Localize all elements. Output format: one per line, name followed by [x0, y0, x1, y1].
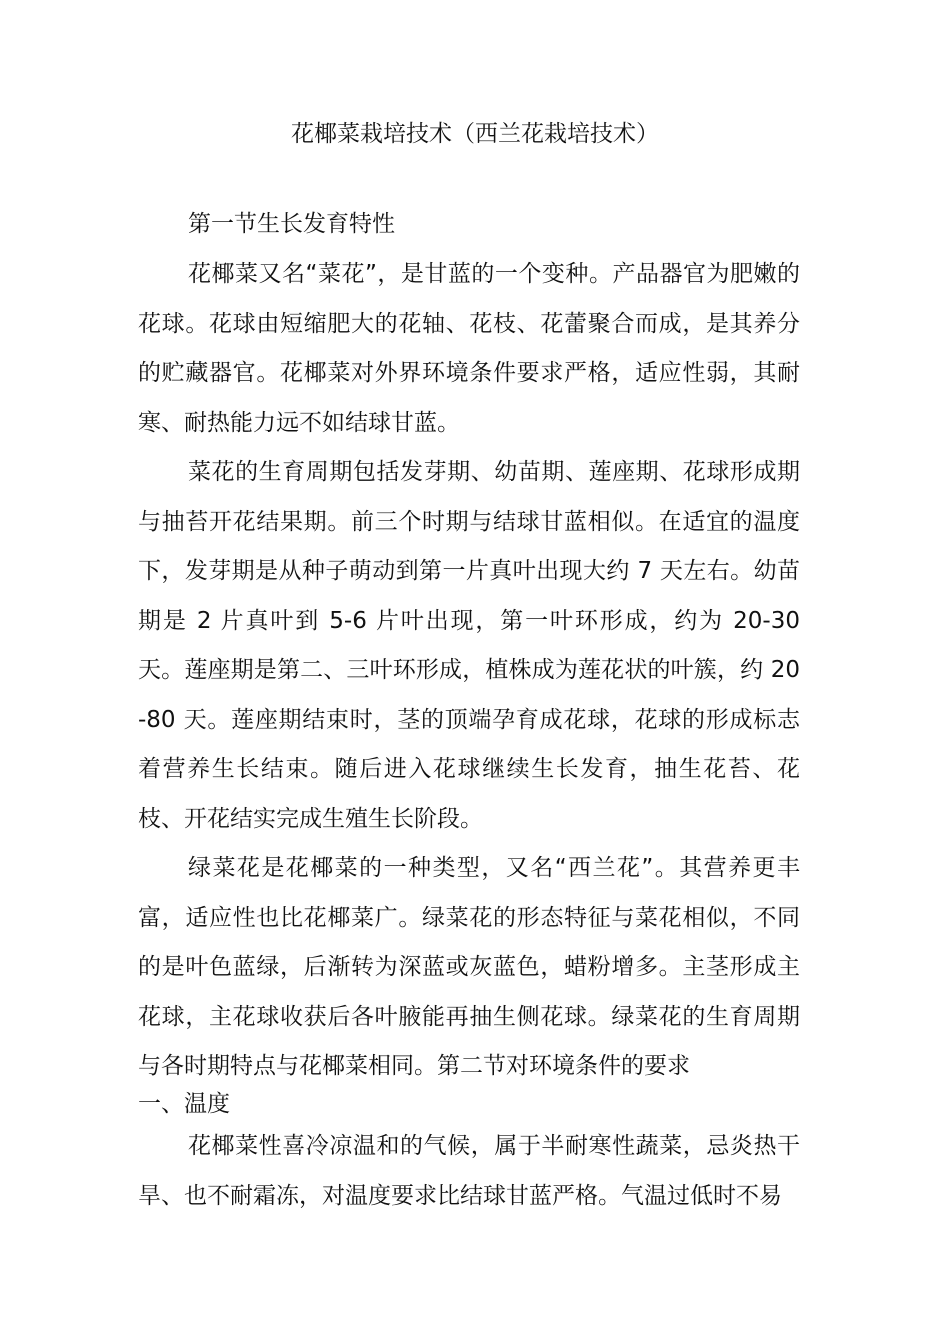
paragraph-broccoli: 绿菜花是花椰菜的一种类型，又名“西兰花”。其营养更丰富，适应性也比花椰菜广。绿菜花的形态特征与菜花相似，不同的是叶色蓝绿，后渐转为深蓝或灰蓝色，蜡粉增多。主茎形成主花球，主花球收获后各叶腋能再抽生侧花球。绿菜花的生育周期与各时期特点与花椰菜相同。第二节对环境条件的要求	[138, 855, 800, 1079]
sub-heading-temperature: 一、温度	[138, 1091, 230, 1117]
section-heading: 第一节生长发育特性	[188, 211, 395, 237]
paragraph-growth-cycle: 菜花的生育周期包括发芽期、幼苗期、莲座期、花球形成期与抽苔开花结果期。前三个时期与结球甘蓝相似。在适宜的温度下，发芽期是从种子萌动到第一片真叶出现大约 7 天左右。幼苗期是 2 片真叶到 5-6 片叶出现，第一叶环形成，约为 20-30 天。莲座期是第二、三叶环形成，植株成为莲花状的叶簇，约 20-80 天。莲座期结束时，茎的顶端孕育成花球，花球的形成标志着营养生长结束。随后进入花球继续生长发育，抽生花苔、花枝、开花结实完成生殖生长阶段。	[138, 459, 800, 832]
paragraph-temperature: 花椰菜性喜冷凉温和的气候，属于半耐寒性蔬菜，忌炎热干旱、也不耐霜冻，对温度要求比结球甘蓝严格。气温过低时不易	[138, 1133, 800, 1209]
paragraph-intro: 花椰菜又名“菜花”，是甘蓝的一个变种。产品器官为肥嫩的花球。花球由短缩肥大的花轴、花枝、花蕾聚合而成，是其养分的贮藏器官。花椰菜对外界环境条件要求严格，适应性弱，其耐寒、耐热能力远不如结球甘蓝。	[138, 261, 800, 436]
document-title: 花椰菜栽培技术（西兰花栽培技术）	[291, 121, 659, 147]
